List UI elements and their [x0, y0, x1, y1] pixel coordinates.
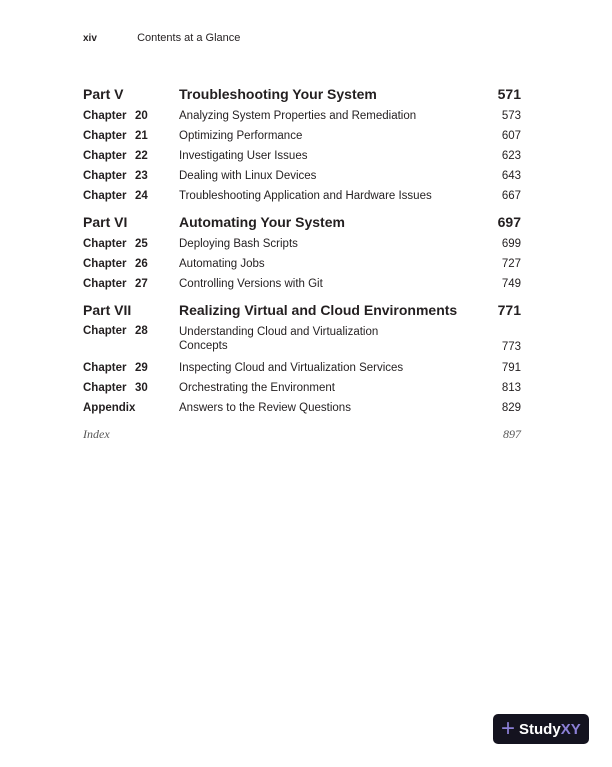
chapter-word: Chapter [83, 258, 127, 270]
chapter-number: 26 [135, 258, 148, 270]
chapter-word: Chapter [83, 190, 127, 202]
chapter-row[interactable] [83, 322, 521, 358]
chapter-row[interactable] [83, 146, 521, 166]
chapter-page: 727 [501, 258, 521, 270]
chapter-word: Chapter [83, 362, 127, 374]
chapter-word: Chapter [83, 382, 127, 394]
studyxy-badge[interactable] [493, 714, 589, 744]
appendix-row[interactable] [83, 398, 521, 418]
chapter-word: Chapter [83, 170, 127, 182]
chapter-title: Optimizing Performance [179, 130, 303, 142]
appendix-page: 829 [501, 402, 521, 414]
brand-main: Study [519, 720, 561, 738]
chapter-title: Deploying Bash Scripts [179, 238, 298, 250]
chapter-word: Chapter [83, 238, 127, 250]
chapter-title [179, 325, 471, 353]
chapter-page: 813 [501, 382, 521, 394]
part-row[interactable] [83, 210, 521, 234]
part-row[interactable] [83, 82, 521, 106]
chapter-title: Automating Jobs [179, 258, 265, 270]
chapter-title: Inspecting Cloud and Virtualization Services [179, 362, 404, 374]
chapter-number: 21 [135, 130, 148, 142]
part-title: Realizing Virtual and Cloud Environments [179, 302, 458, 318]
chapter-title: Dealing with Linux Devices [179, 170, 317, 182]
chapter-number: 22 [135, 150, 148, 162]
part-page: 571 [497, 86, 521, 102]
part-title: Troubleshooting Your System [179, 86, 377, 102]
chapter-number: 23 [135, 170, 148, 182]
part-label: Part V [83, 86, 124, 102]
chapter-row[interactable] [83, 186, 521, 206]
chapter-word: Chapter [83, 325, 127, 337]
chapter-page: 573 [501, 110, 521, 122]
appendix-label: Appendix [83, 402, 136, 414]
chapter-row[interactable] [83, 106, 521, 126]
chapter-number: 27 [135, 278, 148, 290]
chapter-number: 30 [135, 382, 148, 394]
chapter-row[interactable] [83, 166, 521, 186]
running-header [83, 32, 240, 44]
chapter-word: Chapter [83, 110, 127, 122]
chapter-word: Chapter [83, 130, 127, 142]
chapter-page: 667 [501, 190, 521, 202]
chapter-page: 623 [501, 150, 521, 162]
brand-accent: XY [560, 720, 581, 738]
chapter-page: 773 [501, 341, 521, 353]
chapter-word: Chapter [83, 150, 127, 162]
chapter-row[interactable] [83, 358, 521, 378]
chapter-row[interactable] [83, 234, 521, 254]
part-label: Part VI [83, 214, 128, 230]
index-row[interactable] [83, 424, 521, 444]
chapter-title: Analyzing System Properties and Remediation [179, 110, 417, 122]
chapter-page: 607 [501, 130, 521, 142]
chapter-number: 24 [135, 190, 148, 202]
chapter-word: Chapter [83, 278, 127, 290]
chapter-row[interactable] [83, 126, 521, 146]
part-page: 697 [497, 214, 521, 230]
index-label: Index [83, 426, 110, 441]
plus-icon: + [501, 715, 516, 742]
part-label: Part VII [83, 302, 132, 318]
chapter-title-line2: Concepts [179, 340, 228, 352]
chapter-number: 28 [135, 325, 148, 337]
chapter-title-line1: Understanding Cloud and Virtualization [179, 326, 379, 338]
chapter-row[interactable] [83, 378, 521, 398]
chapter-number: 29 [135, 362, 148, 374]
part-row[interactable] [83, 298, 521, 322]
index-page: 897 [503, 426, 521, 441]
page-number: xiv [83, 33, 97, 44]
chapter-page: 791 [501, 362, 521, 374]
chapter-row[interactable] [83, 254, 521, 274]
part-title: Automating Your System [179, 214, 345, 230]
chapter-title: Investigating User Issues [179, 150, 308, 162]
brand-name [519, 721, 581, 738]
running-title: Contents at a Glance [137, 32, 241, 44]
chapter-title: Controlling Versions with Git [179, 278, 323, 290]
part-page: 771 [497, 302, 521, 318]
chapter-title: Troubleshooting Application and Hardware Issues [179, 190, 432, 202]
appendix-title: Answers to the Review Questions [179, 402, 351, 414]
chapter-row[interactable] [83, 274, 521, 294]
chapter-number: 20 [135, 110, 148, 122]
chapter-page: 699 [501, 238, 521, 250]
chapter-page: 643 [501, 170, 521, 182]
table-of-contents [83, 78, 521, 444]
chapter-page: 749 [501, 278, 521, 290]
chapter-title: Orchestrating the Environment [179, 382, 335, 394]
chapter-number: 25 [135, 238, 148, 250]
